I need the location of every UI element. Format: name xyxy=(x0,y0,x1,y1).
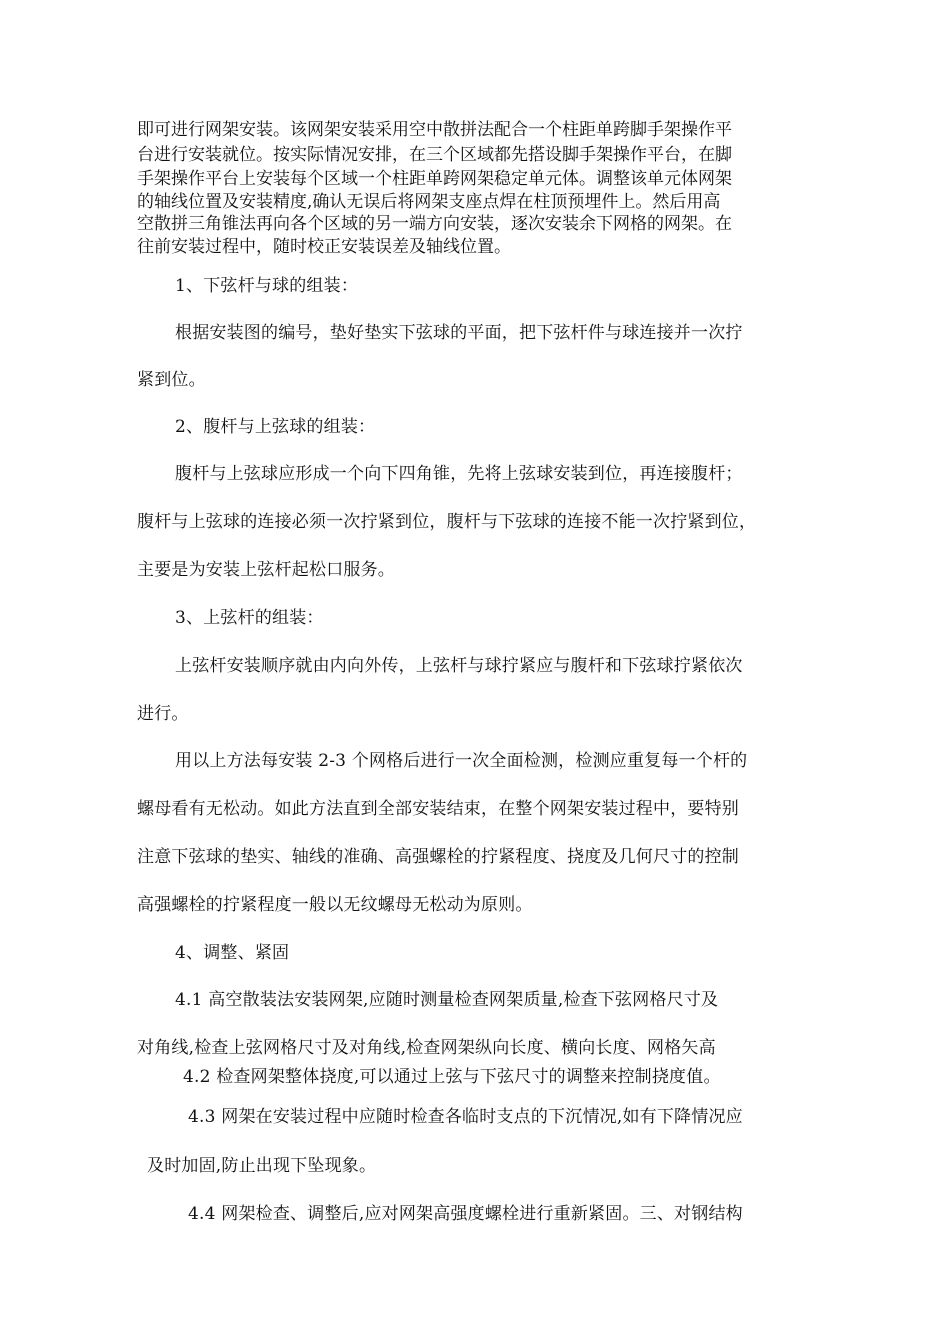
step2-line-2: 腹杆与上弦球的连接必须一次拧紧到位，腹杆与下弦球的连接不能一次拧紧到位， xyxy=(137,512,757,532)
check-line-2: 螺母看有无松动。如此方法直到全部安装结束，在整个网架安装过程中，要特别 xyxy=(137,799,739,819)
item-4-4-line: 4.4 网架检查、调整后,应对网架高强度螺栓进行重新紧固。三、对钢结构 xyxy=(188,1204,743,1224)
intro-line-4: 的轴线位置及安装精度,确认无误后将网架支座点焊在柱顶预埋件上。然后用高 xyxy=(137,192,721,212)
step3-heading: 3、上弦杆的组装： xyxy=(175,608,324,628)
step4-heading: 4、调整、紧固 xyxy=(175,943,290,963)
step1-line-1: 根据安装图的编号，垫好垫实下弦球的平面，把下弦杆件与球连接并一次拧 xyxy=(175,323,743,343)
step1-line-2: 紧到位。 xyxy=(137,370,206,390)
intro-line-1: 即可进行网架安装。该网架安装采用空中散拼法配合一个柱距单跨脚手架操作平 xyxy=(137,120,732,140)
intro-line-5: 空散拼三角锥法再向各个区域的另一端方向安装，逐次安装余下网格的网架。在 xyxy=(137,214,732,234)
step3-line-1: 上弦杆安装顺序就由内向外传，上弦杆与球拧紧应与腹杆和下弦球拧紧依次 xyxy=(175,656,743,676)
step1-heading: 1、下弦杆与球的组装： xyxy=(175,276,359,296)
item-4-3-line-2: 及时加固,防止出现下坠现象。 xyxy=(147,1156,377,1176)
item-4-2-line: 4.2 检查网架整体挠度,可以通过上弦与下弦尺寸的调整来控制挠度值。 xyxy=(183,1067,721,1087)
intro-line-2: 台进行安装就位。按实际情况安排，在三个区域都先搭设脚手架操作平台，在脚 xyxy=(137,145,732,165)
check-line-3: 注意下弦球的垫实、轴线的准确、高强螺栓的拧紧程度、挠度及几何尺寸的控制 xyxy=(137,847,739,867)
item-4-3-line-1: 4.3 网架在安装过程中应随时检查各临时支点的下沉情况,如有下降情况应 xyxy=(188,1107,743,1127)
step2-line-1: 腹杆与上弦球应形成一个向下四角锥，先将上弦球安装到位，再连接腹杆； xyxy=(175,464,743,484)
item-4-1-line-1: 4.1 高空散装法安装网架,应随时测量检查网架质量,检查下弦网格尺寸及 xyxy=(175,990,719,1010)
intro-line-6: 往前安装过程中，随时校正安装误差及轴线位置。 xyxy=(137,237,511,257)
check-line-1: 用以上方法每安装 2-3 个网格后进行一次全面检测，检测应重复每一个杆的 xyxy=(175,751,748,771)
step2-heading: 2、腹杆与上弦球的组装： xyxy=(175,417,376,437)
step3-line-2: 进行。 xyxy=(137,704,189,724)
intro-line-3: 手架操作平台上安装每个区域一个柱距单跨网架稳定单元体。调整该单元体网架 xyxy=(137,169,732,189)
check-line-4: 高强螺栓的拧紧程度一般以无纹螺母无松动为原则。 xyxy=(137,895,533,915)
item-4-1-line-2: 对角线,检查上弦网格尺寸及对角线,检查网架纵向长度、横向长度、网格矢高 xyxy=(137,1038,716,1058)
step2-line-3: 主要是为安装上弦杆起松口服务。 xyxy=(137,560,395,580)
